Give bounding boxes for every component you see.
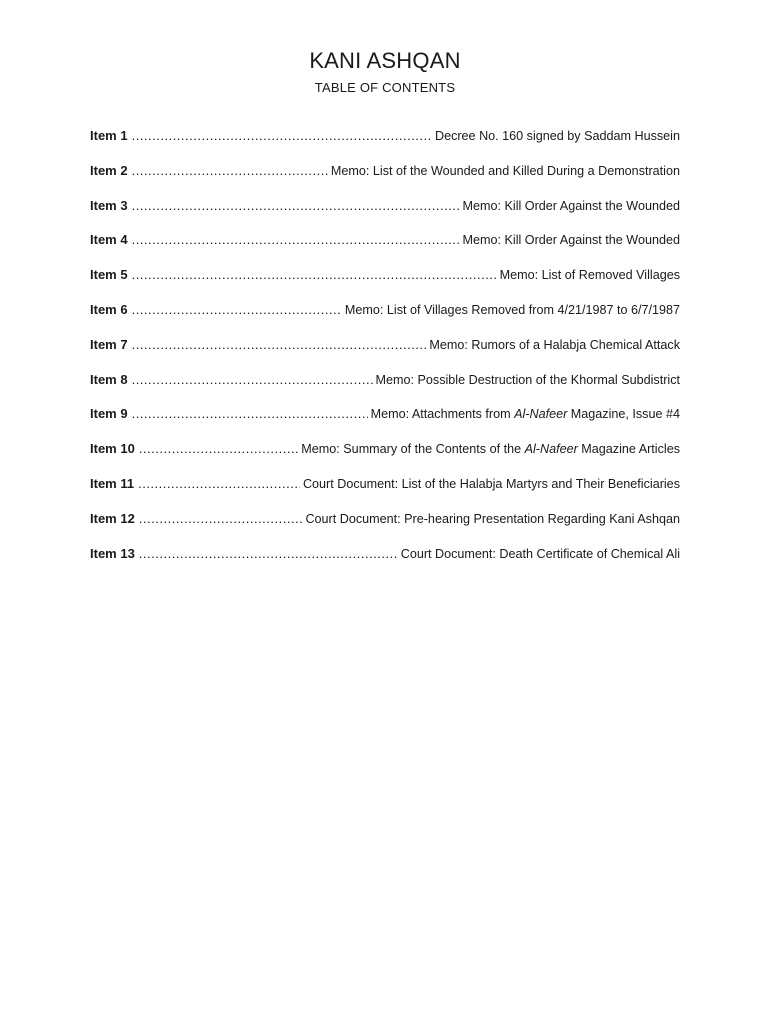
toc-item-label: Item 1 (90, 128, 128, 143)
toc-entry (90, 476, 680, 511)
italic-title: Al-Nafeer (514, 407, 568, 422)
dot-leader (139, 546, 398, 561)
toc-item-label: Item 10 (90, 441, 135, 457)
dot-leader (132, 406, 368, 421)
description-text: Magazine, Issue #4 (567, 407, 680, 422)
dot-leader (132, 232, 460, 247)
description-text: Memo: Kill Order Against the Wounded (462, 198, 680, 213)
toc-entry (90, 198, 680, 233)
dot-leader (132, 198, 460, 213)
toc-item-label: Item 11 (90, 475, 135, 491)
toc-item-description (429, 338, 680, 352)
dot-leader (132, 128, 432, 143)
description-text: Memo: Attachments from (370, 407, 515, 422)
toc-entry (90, 128, 680, 163)
toc-item-label: Item 13 (90, 545, 135, 561)
toc-item-label: Item 3 (90, 197, 128, 213)
toc-item-description (331, 164, 680, 178)
description-text: Memo: List of the Wounded and Killed During a Demonstration (330, 163, 680, 178)
toc-item-description (401, 547, 680, 561)
toc-entry (90, 511, 680, 546)
toc-item-description (463, 233, 680, 247)
dot-leader (132, 163, 328, 178)
toc-entry (90, 406, 680, 441)
document-subtitle: TABLE OF CONTENTS (314, 80, 456, 95)
description-text: Memo: Rumors of a Halabja Chemical Attack (429, 337, 680, 352)
description-text: Court Document: Pre-hearing Presentation Regarding Kani Ashqan (305, 511, 680, 526)
dot-leader (138, 476, 300, 491)
toc-item-description (305, 512, 680, 526)
toc-entry (90, 163, 680, 198)
toc-item-label: Item 5 (90, 267, 128, 283)
description-text: Decree No. 160 signed by Saddam Hussein (434, 129, 680, 143)
description-text: Court Document: Death Certificate of Chemical Ali (400, 546, 680, 561)
toc-entry (90, 302, 680, 337)
description-text: Memo: Kill Order Against the Wounded (462, 233, 680, 248)
toc-item-description (500, 268, 680, 282)
description-text: Court Document: List of the Halabja Martyrs and Their Beneficiaries (302, 476, 680, 491)
dot-leader (139, 441, 298, 456)
toc-item-label: Item 12 (90, 510, 135, 526)
toc-entry (90, 337, 680, 372)
toc-item-description (301, 442, 680, 456)
toc-entry (90, 546, 680, 581)
toc-item-description (303, 477, 680, 491)
description-text: Magazine Articles (577, 442, 680, 457)
dot-leader (139, 511, 303, 526)
dot-leader (132, 372, 373, 387)
toc-item-label: Item 2 (90, 162, 128, 178)
dot-leader (132, 337, 427, 352)
dot-leader (132, 267, 497, 282)
toc-item-label: Item 4 (90, 232, 128, 248)
toc-item-description (435, 129, 680, 143)
toc-item-label: Item 7 (90, 336, 128, 352)
toc-entry (90, 372, 680, 407)
document-title: KANI ASHQAN (309, 48, 461, 73)
toc-item-description (371, 407, 680, 421)
italic-title: Al-Nafeer (524, 442, 578, 457)
toc-item-description (345, 303, 680, 317)
description-text: Memo: Summary of the Contents of the (301, 442, 525, 457)
toc-item-label: Item 6 (90, 301, 128, 317)
toc-item-description (463, 199, 680, 213)
toc-item-label: Item 9 (90, 406, 128, 422)
table-of-contents (90, 128, 680, 580)
dot-leader (132, 302, 342, 317)
toc-item-label: Item 8 (90, 371, 128, 387)
description-text: Memo: List of Removed Villages (499, 268, 680, 283)
toc-entry (90, 267, 680, 302)
toc-item-description (376, 373, 680, 387)
description-text: Memo: List of Villages Removed from 4/21/1987 to 6/7/1987 (344, 302, 680, 317)
description-text: Memo: Possible Destruction of the Khormal Subdistrict (375, 372, 680, 387)
toc-entry (90, 441, 680, 476)
toc-entry (90, 232, 680, 267)
